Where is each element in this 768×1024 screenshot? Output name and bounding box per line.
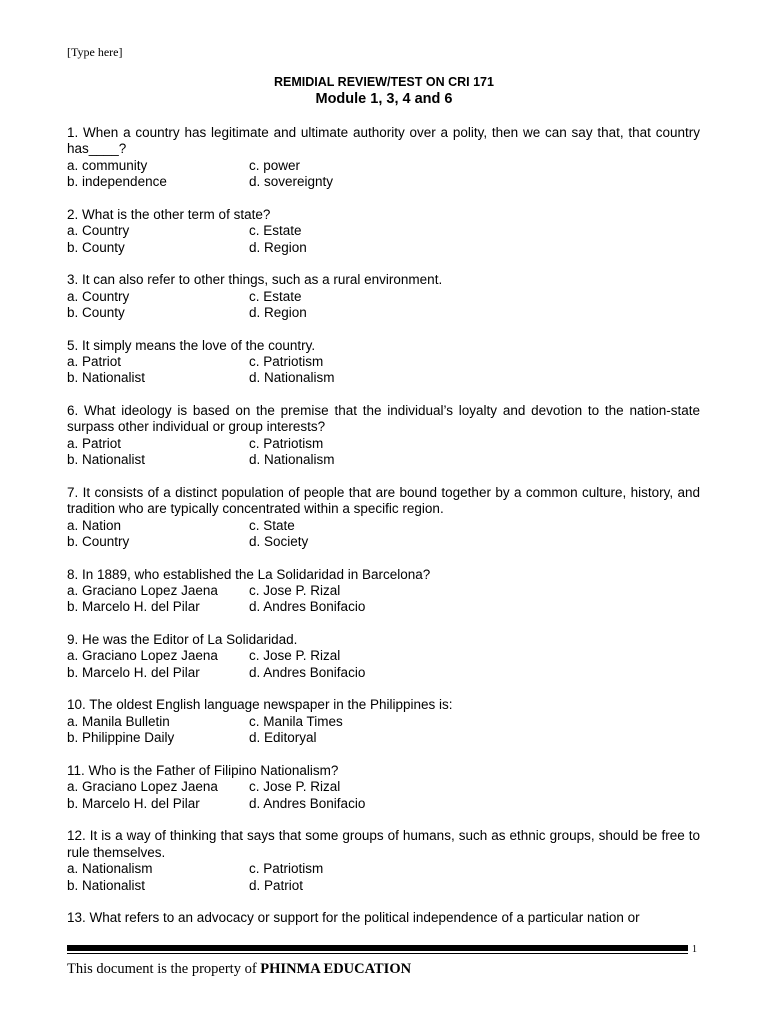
question-text-partial: 13. What refers to an advocacy or support for the political independence of a particular nation or bbox=[67, 910, 640, 926]
option-a: a. Manila Bulletin bbox=[67, 713, 170, 729]
options-row bbox=[67, 779, 700, 795]
option-d: d. Nationalism bbox=[249, 370, 335, 386]
option-b: b. Marcelo H. del Pilar bbox=[67, 795, 200, 811]
option-a: a. Country bbox=[67, 223, 130, 239]
option-c: c. Manila Times bbox=[249, 713, 343, 729]
options-row bbox=[67, 861, 700, 877]
option-a: a. Nationalism bbox=[67, 861, 153, 877]
option-a: a. Graciano Lopez Jaena bbox=[67, 779, 218, 795]
question-item bbox=[67, 338, 700, 387]
footer-prefix: This document is the property of bbox=[67, 961, 257, 977]
options-row bbox=[67, 599, 700, 615]
option-c: c. Jose P. Rizal bbox=[249, 583, 341, 599]
question-text: 2. What is the other term of state? bbox=[67, 206, 271, 222]
footer-owner: PHINMA EDUCATION bbox=[260, 961, 412, 977]
question-text: 11. Who is the Father of Filipino Nationalism? bbox=[67, 762, 339, 778]
option-d: d. Region bbox=[249, 239, 307, 255]
option-b: b. County bbox=[67, 305, 125, 321]
option-c: c. Patriotism bbox=[249, 861, 324, 877]
option-d: d. Region bbox=[249, 305, 307, 321]
options-row bbox=[67, 518, 700, 534]
question-item bbox=[67, 910, 700, 926]
question-text: 10. The oldest English language newspaper in the Philippines is: bbox=[67, 697, 453, 713]
question-item bbox=[67, 828, 700, 894]
options-row bbox=[67, 648, 700, 664]
question-item bbox=[67, 125, 700, 191]
question-text: 12. It is a way of thinking that says that some groups of humans, such as ethnic groups, should be free to rule themselves. bbox=[67, 828, 700, 860]
options-row bbox=[67, 714, 700, 730]
options-row bbox=[67, 436, 700, 452]
options-row bbox=[67, 452, 700, 468]
option-b: b. independence bbox=[67, 174, 167, 190]
option-c: c. Patriotism bbox=[249, 435, 324, 451]
option-d: d. Nationalism bbox=[249, 452, 335, 468]
options-row bbox=[67, 730, 700, 746]
question-list bbox=[67, 125, 700, 943]
options-row bbox=[67, 289, 700, 305]
question-item bbox=[67, 272, 700, 321]
question-item bbox=[67, 485, 700, 551]
option-a: a. Patriot bbox=[67, 435, 122, 451]
options-row bbox=[67, 796, 700, 812]
options-row bbox=[67, 878, 700, 894]
option-d: d. sovereignty bbox=[249, 174, 334, 190]
option-b: b. Philippine Daily bbox=[67, 730, 175, 746]
option-c: c. Estate bbox=[249, 288, 302, 304]
header-placeholder: [Type here] bbox=[67, 45, 123, 59]
question-text: 7. It consists of a distinct population of people that are bound together by a common culture, history, and tradition who are typically concentrated within a specific region. bbox=[67, 484, 700, 517]
options-row bbox=[67, 583, 700, 599]
document-title: REMIDIAL REVIEW/TEST ON CRI 171 bbox=[274, 75, 494, 89]
options-row bbox=[67, 354, 700, 370]
question-text: 8. In 1889, who established the La Solidaridad in Barcelona? bbox=[67, 566, 431, 582]
option-b: b. Nationalist bbox=[67, 452, 146, 468]
option-c: c. Jose P. Rizal bbox=[249, 648, 341, 664]
option-a: a. Patriot bbox=[67, 354, 122, 370]
option-d: d. Editoryal bbox=[249, 730, 317, 746]
option-b: b. Nationalist bbox=[67, 877, 146, 893]
question-item bbox=[67, 567, 700, 616]
option-c: c. Estate bbox=[249, 223, 302, 239]
document-subtitle: Module 1, 3, 4 and 6 bbox=[315, 91, 453, 107]
question-text: 3. It can also refer to other things, such as a rural environment. bbox=[67, 272, 443, 288]
footer-rule bbox=[67, 945, 688, 951]
option-b: b. Marcelo H. del Pilar bbox=[67, 664, 200, 680]
options-row bbox=[67, 534, 700, 550]
options-row bbox=[67, 223, 700, 239]
question-item bbox=[67, 763, 700, 812]
page-number: 1 bbox=[692, 944, 697, 955]
question-text: 6. What ideology is based on the premise that the individual’s loyalty and devotion to the nation-state surpass other individual or group interests? bbox=[67, 403, 700, 435]
option-d: d. Andres Bonifacio bbox=[249, 795, 366, 811]
option-b: b. Country bbox=[67, 534, 130, 550]
option-a: a. Nation bbox=[67, 517, 122, 533]
option-d: d. Society bbox=[249, 534, 309, 550]
option-c: c. Jose P. Rizal bbox=[249, 779, 341, 795]
option-d: d. Andres Bonifacio bbox=[249, 599, 366, 615]
option-c: c. power bbox=[249, 157, 301, 173]
question-item bbox=[67, 207, 700, 256]
option-b: b. Nationalist bbox=[67, 370, 146, 386]
footer-notice bbox=[67, 961, 411, 978]
options-row bbox=[67, 174, 700, 190]
option-a: a. Graciano Lopez Jaena bbox=[67, 583, 218, 599]
option-b: b. County bbox=[67, 239, 125, 255]
option-b: b. Marcelo H. del Pilar bbox=[67, 599, 200, 615]
footer-rule-thin bbox=[67, 953, 688, 954]
question-text: 5. It simply means the love of the country. bbox=[67, 337, 316, 353]
option-c: c. Patriotism bbox=[249, 354, 324, 370]
options-row bbox=[67, 370, 700, 386]
options-row bbox=[67, 240, 700, 256]
option-d: d. Andres Bonifacio bbox=[249, 664, 366, 680]
options-row bbox=[67, 665, 700, 681]
options-row bbox=[67, 305, 700, 321]
question-text: 9. He was the Editor of La Solidaridad. bbox=[67, 632, 298, 648]
option-a: a. Graciano Lopez Jaena bbox=[67, 648, 218, 664]
options-row bbox=[67, 158, 700, 174]
question-item bbox=[67, 632, 700, 681]
question-item bbox=[67, 403, 700, 469]
option-a: a. Country bbox=[67, 288, 130, 304]
option-a: a. community bbox=[67, 157, 148, 173]
question-text: 1. When a country has legitimate and ultimate authority over a polity, then we can say that, that country has____? bbox=[67, 125, 700, 157]
option-c: c. State bbox=[249, 517, 295, 533]
question-item bbox=[67, 697, 700, 746]
option-d: d. Patriot bbox=[249, 877, 304, 893]
